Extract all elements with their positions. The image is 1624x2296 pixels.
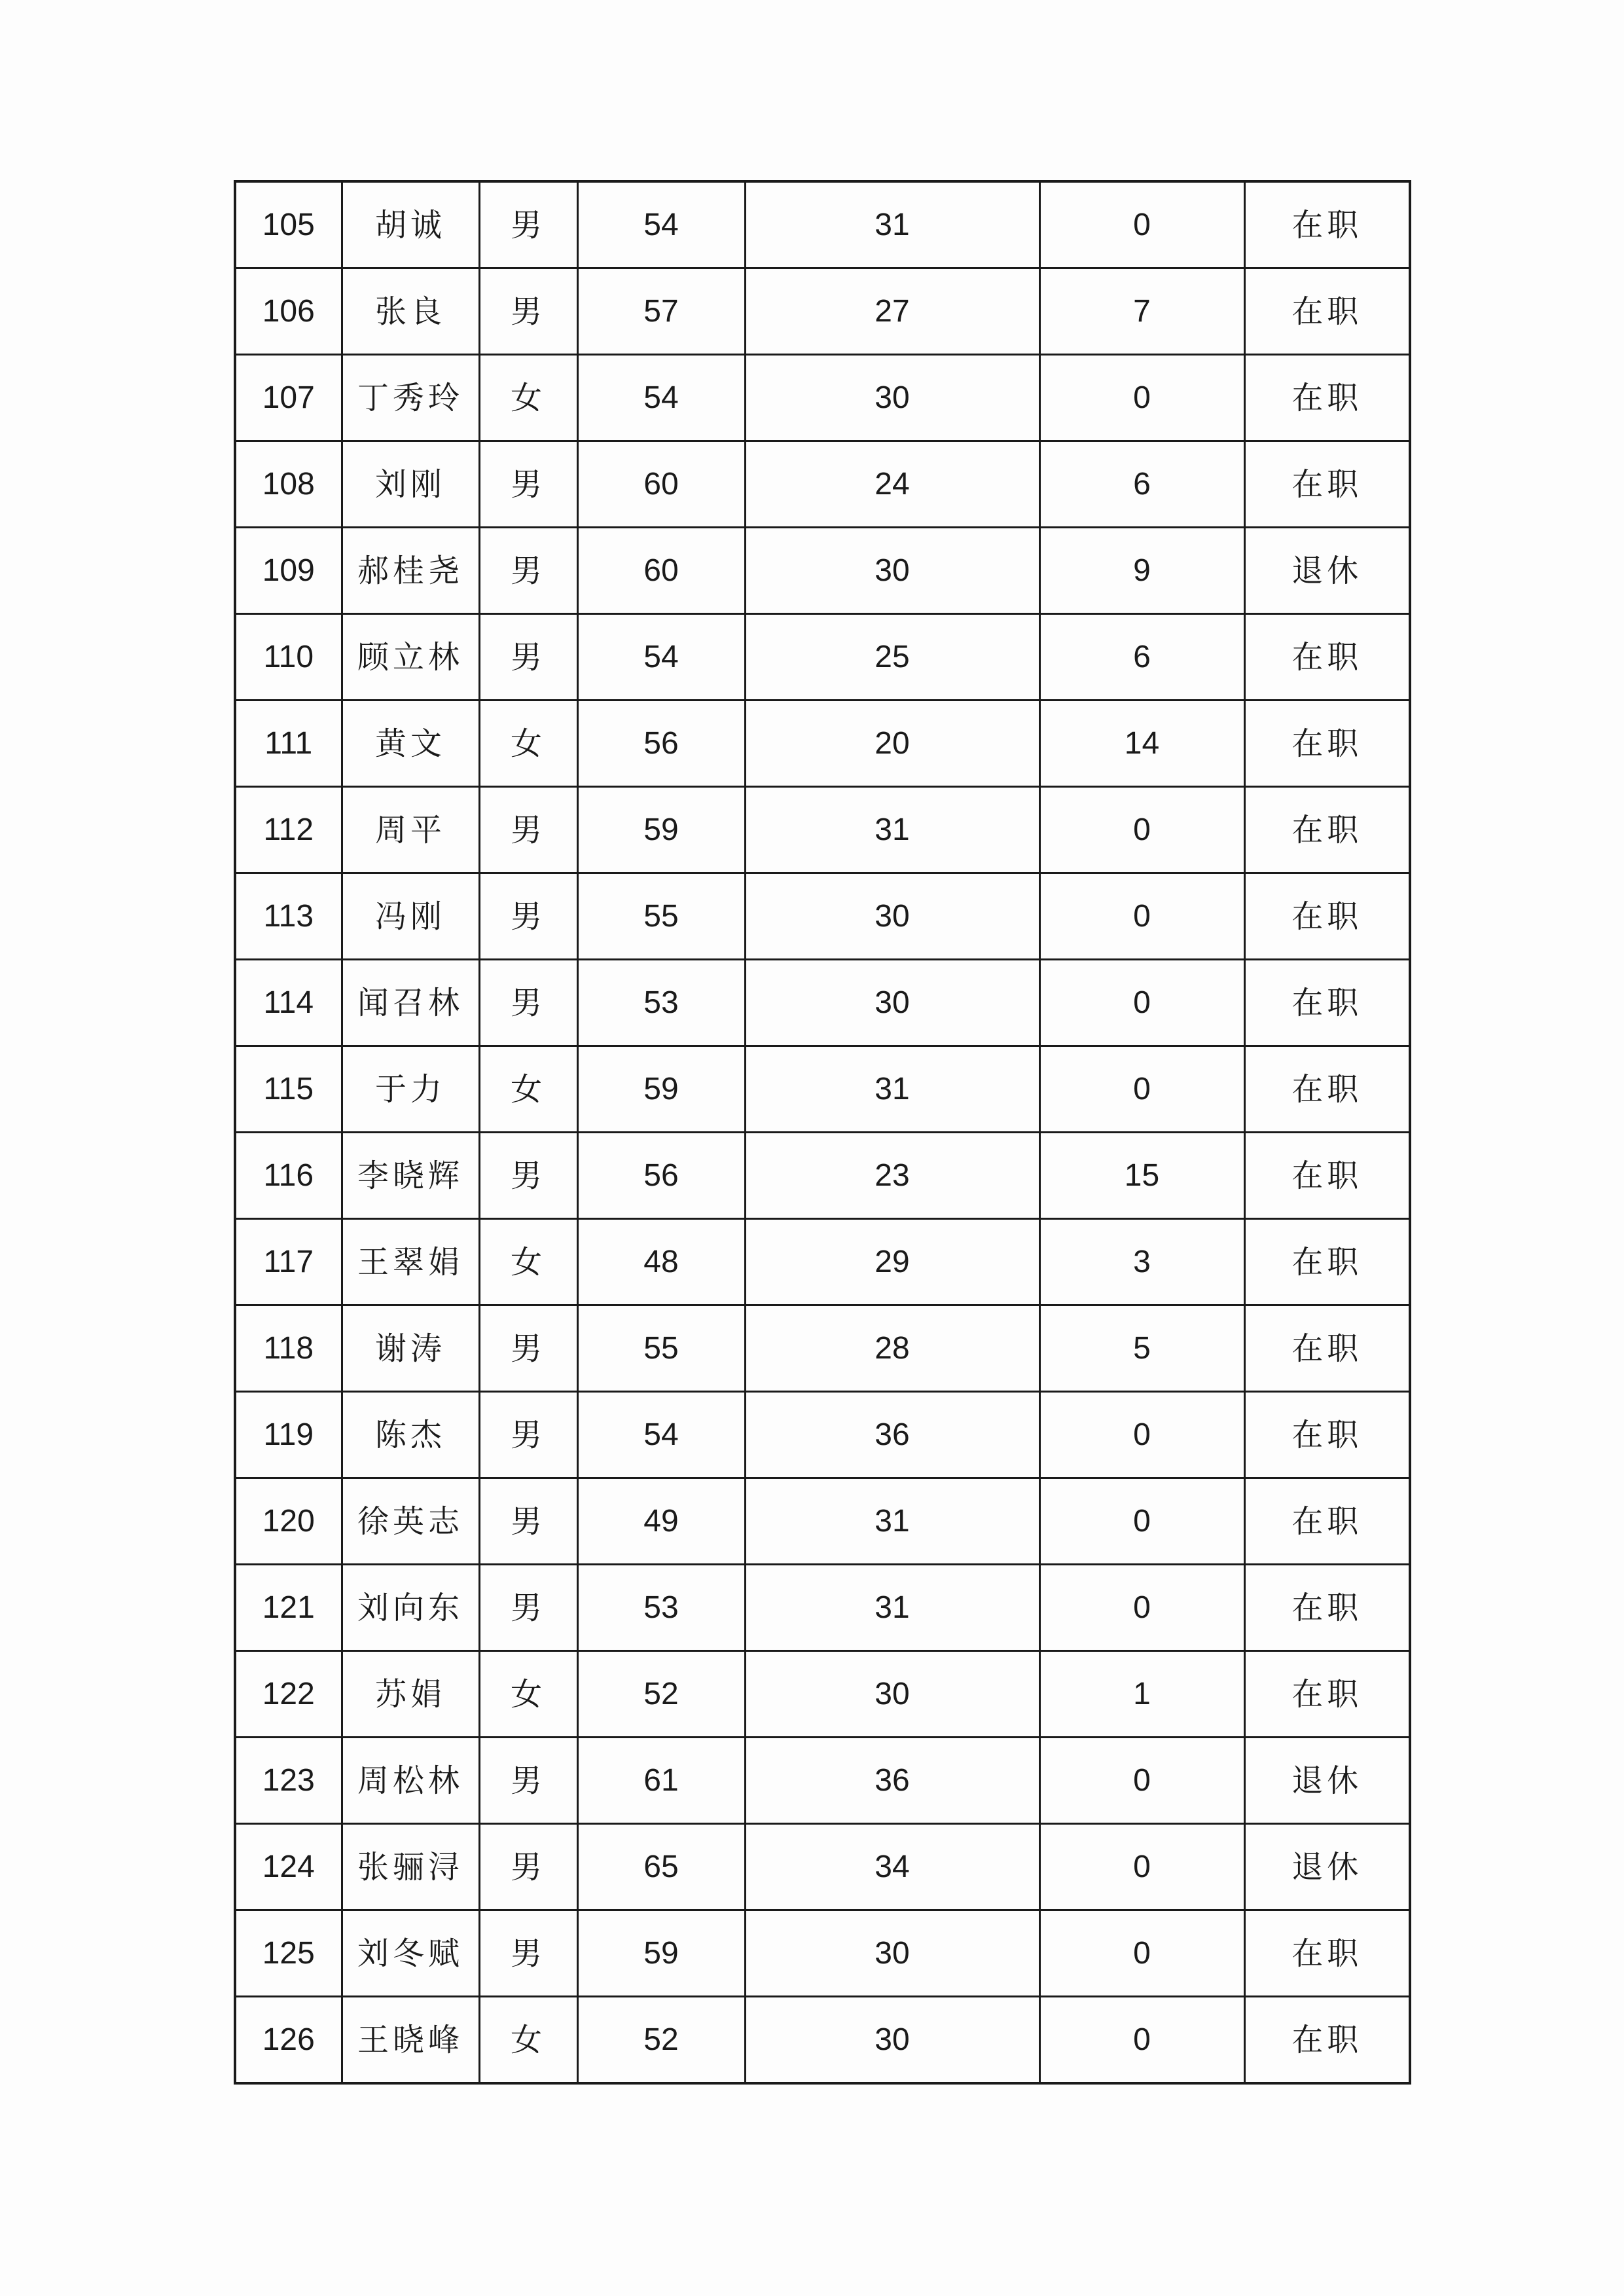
cell-status: 退休 (1244, 1738, 1410, 1824)
cell-gender: 男 (479, 960, 577, 1046)
cell-gender: 女 (479, 1219, 577, 1305)
table-row (235, 1219, 1410, 1305)
cell-gender: 女 (479, 1651, 577, 1738)
cell-id: 124 (235, 1824, 342, 1910)
cell-name: 周平 (342, 787, 479, 873)
cell-gender: 男 (479, 1133, 577, 1219)
cell-name: 苏娟 (342, 1651, 479, 1738)
cell-age: 59 (577, 1046, 745, 1133)
cell-years-a: 31 (745, 1046, 1039, 1133)
table-row (235, 355, 1410, 441)
cell-years-b: 0 (1039, 1738, 1244, 1824)
cell-years-a: 27 (745, 268, 1039, 355)
cell-years-a: 31 (745, 181, 1039, 268)
table-row (235, 268, 1410, 355)
cell-age: 61 (577, 1738, 745, 1824)
cell-name: 陈杰 (342, 1392, 479, 1478)
cell-gender: 男 (479, 441, 577, 528)
cell-name: 王晓峰 (342, 1997, 479, 2084)
cell-name: 冯刚 (342, 873, 479, 960)
cell-gender: 男 (479, 1478, 577, 1565)
cell-years-b: 0 (1039, 1910, 1244, 1997)
cell-name: 闻召林 (342, 960, 479, 1046)
table-row (235, 1478, 1410, 1565)
cell-status: 退休 (1244, 528, 1410, 614)
cell-age: 52 (577, 1997, 745, 2084)
cell-years-b: 0 (1039, 787, 1244, 873)
table-row (235, 873, 1410, 960)
cell-id: 105 (235, 181, 342, 268)
cell-id: 113 (235, 873, 342, 960)
cell-id: 125 (235, 1910, 342, 1997)
cell-gender: 男 (479, 873, 577, 960)
cell-status: 在职 (1244, 268, 1410, 355)
cell-status: 在职 (1244, 701, 1410, 787)
cell-years-a: 30 (745, 960, 1039, 1046)
cell-gender: 男 (479, 181, 577, 268)
cell-status: 在职 (1244, 787, 1410, 873)
cell-years-b: 6 (1039, 614, 1244, 701)
table-row (235, 1565, 1410, 1651)
cell-years-b: 0 (1039, 1046, 1244, 1133)
cell-name: 郝桂尧 (342, 528, 479, 614)
table-row (235, 1824, 1410, 1910)
cell-years-a: 25 (745, 614, 1039, 701)
cell-status: 退休 (1244, 1824, 1410, 1910)
cell-gender: 女 (479, 701, 577, 787)
cell-years-b: 7 (1039, 268, 1244, 355)
cell-name: 谢涛 (342, 1305, 479, 1392)
cell-years-a: 30 (745, 355, 1039, 441)
cell-age: 56 (577, 1133, 745, 1219)
cell-status: 在职 (1244, 614, 1410, 701)
cell-name: 张良 (342, 268, 479, 355)
cell-status: 在职 (1244, 355, 1410, 441)
cell-gender: 女 (479, 1997, 577, 2084)
cell-status: 在职 (1244, 1046, 1410, 1133)
cell-age: 53 (577, 960, 745, 1046)
cell-name: 胡诚 (342, 181, 479, 268)
cell-years-a: 23 (745, 1133, 1039, 1219)
cell-name: 刘刚 (342, 441, 479, 528)
cell-id: 126 (235, 1997, 342, 2084)
cell-gender: 男 (479, 1565, 577, 1651)
table-row (235, 1046, 1410, 1133)
cell-status: 在职 (1244, 960, 1410, 1046)
cell-years-a: 24 (745, 441, 1039, 528)
cell-age: 48 (577, 1219, 745, 1305)
table-row (235, 181, 1410, 268)
cell-id: 119 (235, 1392, 342, 1478)
cell-age: 59 (577, 1910, 745, 1997)
cell-age: 60 (577, 441, 745, 528)
cell-gender: 女 (479, 355, 577, 441)
cell-age: 65 (577, 1824, 745, 1910)
cell-id: 106 (235, 268, 342, 355)
cell-years-a: 28 (745, 1305, 1039, 1392)
cell-years-b: 5 (1039, 1305, 1244, 1392)
cell-years-a: 31 (745, 1565, 1039, 1651)
cell-gender: 男 (479, 1738, 577, 1824)
cell-id: 121 (235, 1565, 342, 1651)
cell-status: 在职 (1244, 1305, 1410, 1392)
cell-id: 108 (235, 441, 342, 528)
cell-years-a: 36 (745, 1392, 1039, 1478)
cell-years-b: 9 (1039, 528, 1244, 614)
cell-age: 60 (577, 528, 745, 614)
cell-gender: 男 (479, 787, 577, 873)
cell-status: 在职 (1244, 1219, 1410, 1305)
cell-age: 54 (577, 355, 745, 441)
cell-name: 李晓辉 (342, 1133, 479, 1219)
table-body (235, 181, 1410, 2083)
cell-gender: 男 (479, 1305, 577, 1392)
cell-years-b: 0 (1039, 181, 1244, 268)
cell-age: 59 (577, 787, 745, 873)
table-row (235, 528, 1410, 614)
cell-years-b: 0 (1039, 960, 1244, 1046)
cell-status: 在职 (1244, 1565, 1410, 1651)
cell-gender: 女 (479, 1046, 577, 1133)
cell-name: 顾立林 (342, 614, 479, 701)
cell-years-b: 6 (1039, 441, 1244, 528)
cell-years-b: 0 (1039, 873, 1244, 960)
table-row (235, 1910, 1410, 1997)
cell-id: 114 (235, 960, 342, 1046)
cell-status: 在职 (1244, 1997, 1410, 2084)
cell-id: 115 (235, 1046, 342, 1133)
cell-id: 116 (235, 1133, 342, 1219)
cell-name: 刘向东 (342, 1565, 479, 1651)
cell-gender: 男 (479, 528, 577, 614)
cell-name: 黄文 (342, 701, 479, 787)
cell-age: 55 (577, 1305, 745, 1392)
cell-name: 周松林 (342, 1738, 479, 1824)
table-row (235, 787, 1410, 873)
cell-name: 张骊浔 (342, 1824, 479, 1910)
cell-status: 在职 (1244, 1478, 1410, 1565)
cell-id: 111 (235, 701, 342, 787)
cell-years-b: 3 (1039, 1219, 1244, 1305)
cell-id: 110 (235, 614, 342, 701)
cell-name: 于力 (342, 1046, 479, 1133)
table-row (235, 1133, 1410, 1219)
cell-years-b: 1 (1039, 1651, 1244, 1738)
cell-gender: 男 (479, 1910, 577, 1997)
cell-status: 在职 (1244, 1910, 1410, 1997)
cell-status: 在职 (1244, 1392, 1410, 1478)
cell-gender: 男 (479, 1392, 577, 1478)
cell-age: 52 (577, 1651, 745, 1738)
cell-status: 在职 (1244, 1651, 1410, 1738)
table-row (235, 1305, 1410, 1392)
cell-years-b: 14 (1039, 701, 1244, 787)
table-row (235, 1738, 1410, 1824)
cell-id: 122 (235, 1651, 342, 1738)
cell-age: 54 (577, 614, 745, 701)
cell-name: 徐英志 (342, 1478, 479, 1565)
cell-name: 王翠娟 (342, 1219, 479, 1305)
cell-years-a: 30 (745, 528, 1039, 614)
personnel-table (234, 180, 1411, 2085)
cell-gender: 男 (479, 1824, 577, 1910)
cell-id: 109 (235, 528, 342, 614)
cell-status: 在职 (1244, 181, 1410, 268)
table-row (235, 1651, 1410, 1738)
cell-id: 120 (235, 1478, 342, 1565)
cell-age: 55 (577, 873, 745, 960)
cell-years-b: 0 (1039, 1565, 1244, 1651)
table-row (235, 960, 1410, 1046)
cell-gender: 男 (479, 268, 577, 355)
cell-name: 丁秀玲 (342, 355, 479, 441)
cell-status: 在职 (1244, 873, 1410, 960)
table-row (235, 701, 1410, 787)
cell-years-b: 0 (1039, 1392, 1244, 1478)
cell-status: 在职 (1244, 441, 1410, 528)
cell-id: 107 (235, 355, 342, 441)
cell-years-b: 0 (1039, 1997, 1244, 2084)
cell-years-b: 15 (1039, 1133, 1244, 1219)
cell-years-a: 30 (745, 1651, 1039, 1738)
table-row (235, 1997, 1410, 2084)
cell-years-a: 31 (745, 787, 1039, 873)
cell-age: 54 (577, 181, 745, 268)
cell-age: 49 (577, 1478, 745, 1565)
cell-years-b: 0 (1039, 1478, 1244, 1565)
cell-name: 刘冬赋 (342, 1910, 479, 1997)
cell-gender: 男 (479, 614, 577, 701)
cell-status: 在职 (1244, 1133, 1410, 1219)
cell-id: 112 (235, 787, 342, 873)
cell-years-a: 29 (745, 1219, 1039, 1305)
cell-years-a: 31 (745, 1478, 1039, 1565)
cell-years-a: 30 (745, 1910, 1039, 1997)
cell-years-a: 34 (745, 1824, 1039, 1910)
cell-years-a: 30 (745, 1997, 1039, 2084)
table-row (235, 441, 1410, 528)
cell-id: 123 (235, 1738, 342, 1824)
table-row (235, 614, 1410, 701)
cell-years-a: 20 (745, 701, 1039, 787)
cell-years-a: 30 (745, 873, 1039, 960)
cell-age: 54 (577, 1392, 745, 1478)
cell-age: 56 (577, 701, 745, 787)
cell-years-b: 0 (1039, 355, 1244, 441)
cell-age: 53 (577, 1565, 745, 1651)
cell-years-a: 36 (745, 1738, 1039, 1824)
cell-id: 118 (235, 1305, 342, 1392)
cell-age: 57 (577, 268, 745, 355)
cell-years-b: 0 (1039, 1824, 1244, 1910)
table-row (235, 1392, 1410, 1478)
cell-id: 117 (235, 1219, 342, 1305)
